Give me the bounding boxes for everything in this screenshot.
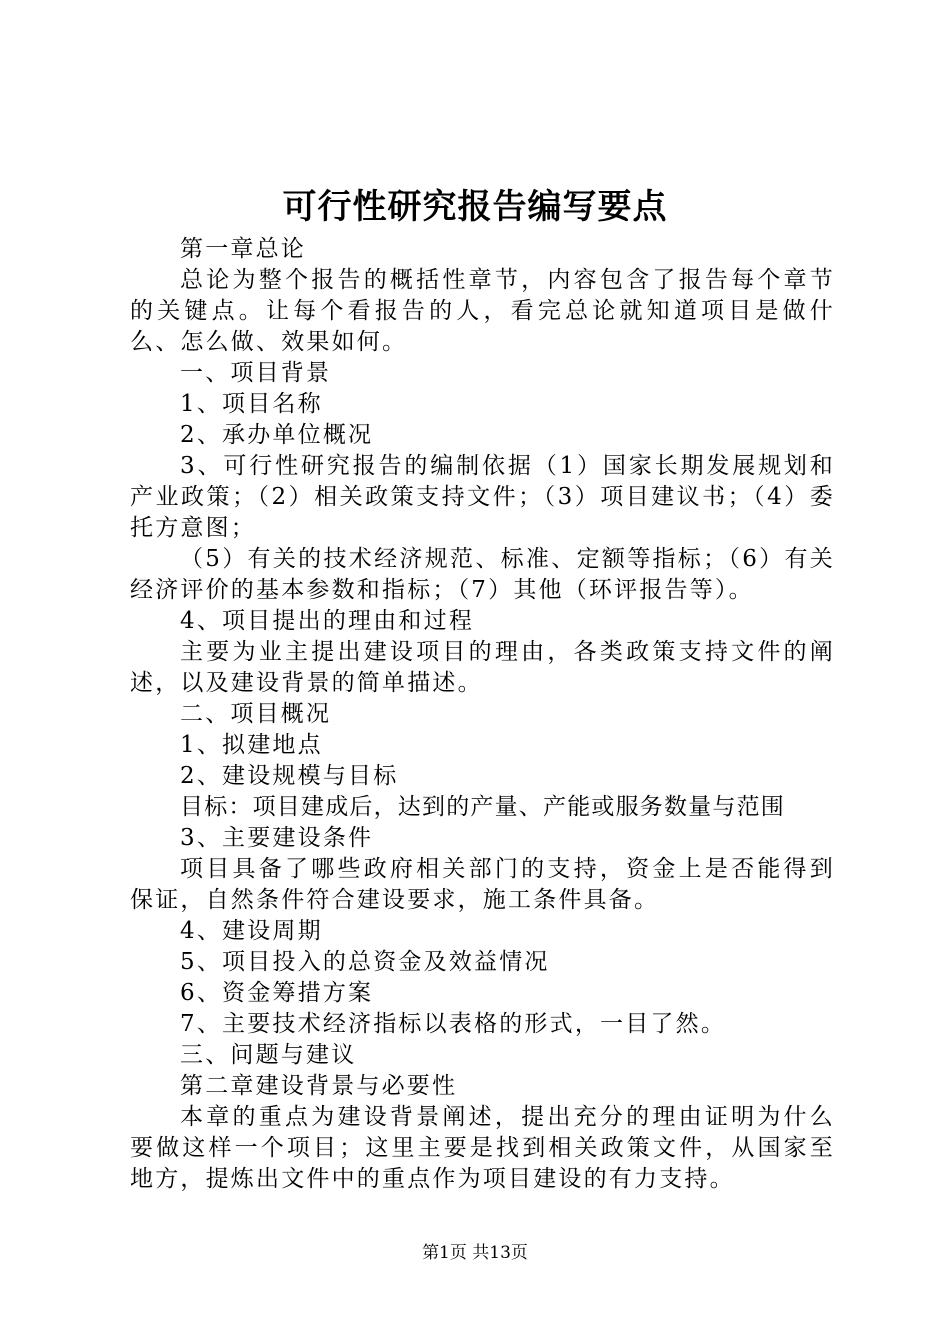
section-heading: 一、项目背景 <box>180 360 332 386</box>
list-item: 5、项目投入的总资金及效益情况 <box>180 949 550 975</box>
paragraph: 项目具备了哪些政府相关部门的支持，资金上是否能得到保证，自然条件符合建设要求，施工条件具备。 <box>130 856 835 913</box>
paragraph: （5）有关的技术经济规范、标准、定额等指标；（6）有关经济评价的基本参数和指标；（7）其他（环评报告等）。 <box>130 546 835 603</box>
list-item: 7、主要技术经济指标以表格的形式，一目了然。 <box>180 1011 727 1037</box>
page-footer: 第1页 共13页 <box>422 1243 528 1263</box>
chapter-heading: 第一章总论 <box>180 236 306 262</box>
list-item: 1、项目名称 <box>180 391 323 417</box>
paragraph: 主要为业主提出建设项目的理由，各类政策支持文件的阐述，以及建设背景的简单描述。 <box>130 639 835 696</box>
paragraph: 目标：项目建成后，达到的产量、产能或服务数量与范围 <box>180 794 785 820</box>
list-item: 3、主要建设条件 <box>180 825 374 851</box>
list-item: 6、资金筹措方案 <box>180 980 374 1006</box>
list-item: 4、项目提出的理由和过程 <box>180 608 475 634</box>
section-heading: 二、项目概况 <box>180 701 332 727</box>
list-item: 2、承办单位概况 <box>180 422 374 448</box>
document-body <box>130 234 835 1195</box>
list-item: 1、拟建地点 <box>180 732 323 758</box>
section-heading: 三、问题与建议 <box>180 1042 357 1068</box>
chapter-heading: 第二章建设背景与必要性 <box>180 1073 458 1099</box>
list-item: 4、建设周期 <box>180 918 323 944</box>
paragraph: 总论为整个报告的概括性章节，内容包含了报告每个章节的关键点。让每个看报告的人，看完总论就知道项目是做什么、怎么做、效果如何。 <box>130 267 835 355</box>
paragraph: 3、可行性研究报告的编制依据（1）国家长期发展规划和产业政策；（2）相关政策支持文件；（3）项目建议书；（4）委托方意图； <box>130 453 835 541</box>
paragraph: 本章的重点为建设背景阐述，提出充分的理由证明为什么要做这样一个项目；这里主要是找到相关政策文件，从国家至地方，提炼出文件中的重点作为项目建设的有力支持。 <box>130 1104 835 1192</box>
document-title: 可行性研究报告编写要点 <box>282 187 668 227</box>
list-item: 2、建设规模与目标 <box>180 763 399 789</box>
